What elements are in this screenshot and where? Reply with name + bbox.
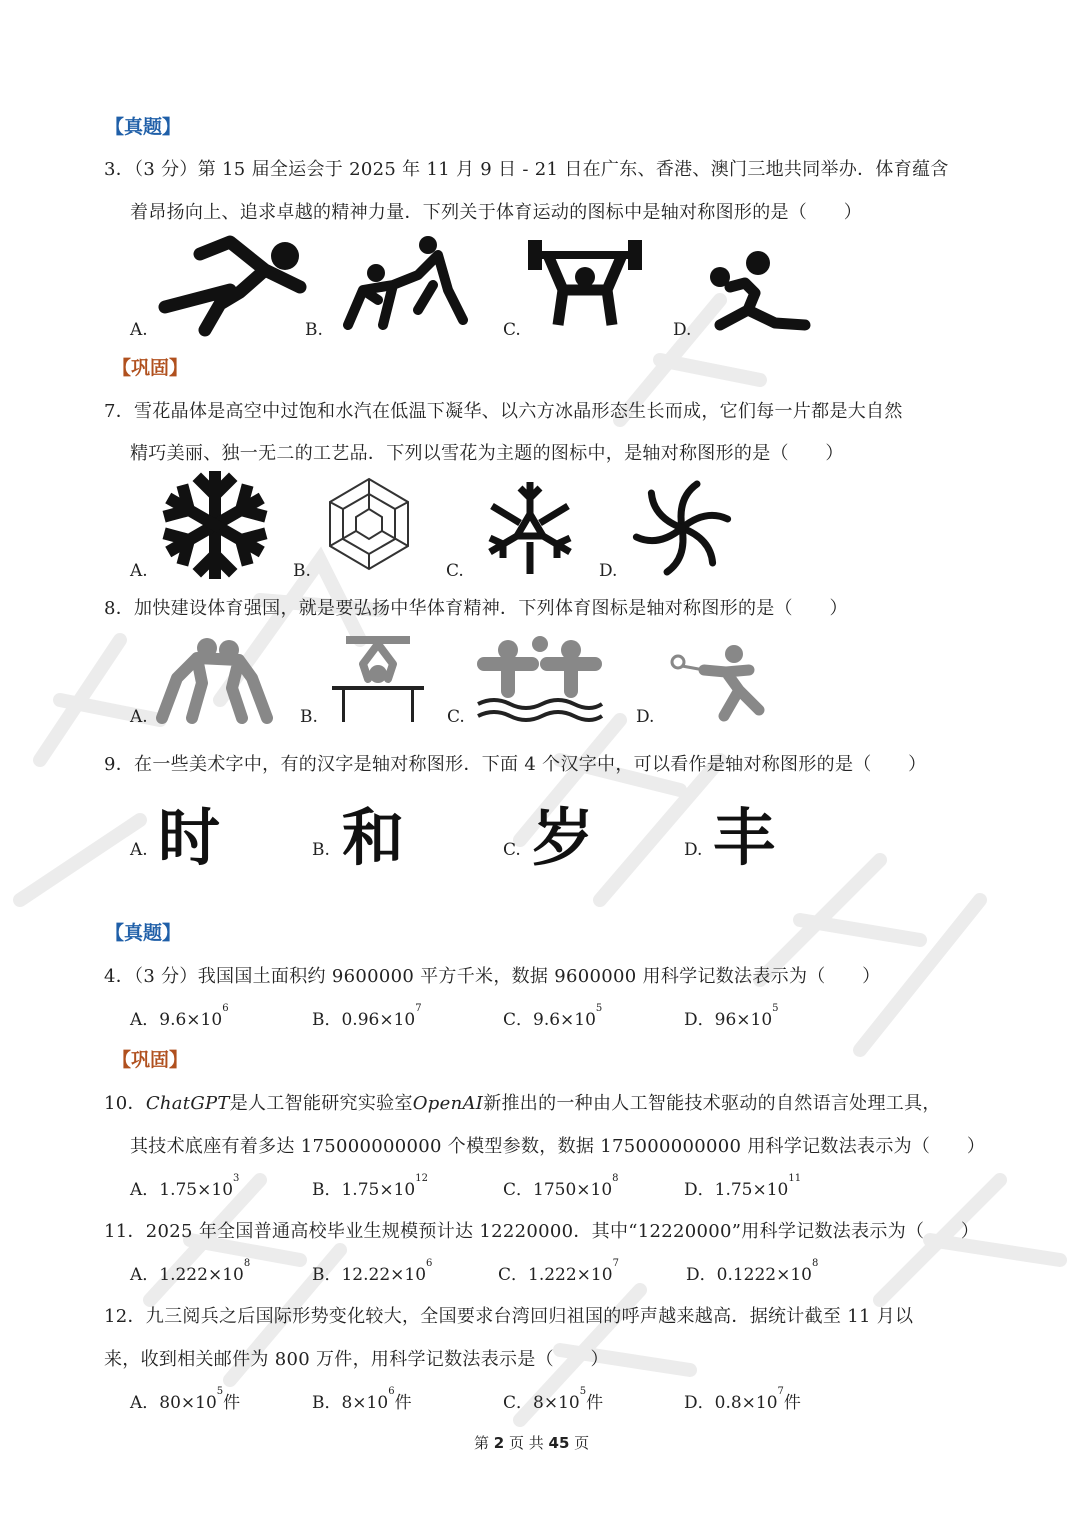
q8-option-b-label: B. <box>300 707 318 727</box>
wrestling-icon <box>157 638 272 723</box>
badminton-icon <box>664 640 779 720</box>
q3-text-line1: 3．（3 分）第 15 届全运会于 2025 年 11 月 9 日 - 21 日在广东、香港、澳门三地共同举办．体育蕴含 <box>104 159 949 180</box>
art-char-he: 和 <box>342 801 405 874</box>
q3-text-line2: 着昂扬向上、追求卓越的精神力量．下列关于体育运动的图标中是轴对称图形的是（ ） <box>130 202 862 223</box>
q8-option-a-label: A. <box>130 707 148 727</box>
snowflake-b-icon <box>322 474 422 574</box>
section-tag-zhenti-2: 【真题】 <box>105 922 182 944</box>
q3-option-a-label: A. <box>130 320 148 340</box>
art-char-feng: 丰 <box>713 801 776 874</box>
q3-option-c-label: C. <box>503 320 521 340</box>
snowflake-a-icon <box>160 470 270 580</box>
q7-text-line2: 精巧美丽、独一无二的工艺品．下列以雪花为主题的图标中，是轴对称图形的是（ ） <box>130 443 844 464</box>
snowflake-c-icon <box>476 478 586 578</box>
q10-option-c: C．$1750\times 10^8$ <box>503 1173 619 1200</box>
section-tag-gonggu-2: 【巩固】 <box>112 1049 189 1071</box>
q9-text-line1: 9．在一些美术字中，有的汉字是轴对称图形．下面 4 个汉字中，可以看作是轴对称图形的是（ ） <box>104 754 927 775</box>
q10-text-line2: 其技术底座有着多达 175000000000 个模型参数，数据 175000000000 用科学记数法表示为（ ） <box>130 1136 986 1157</box>
q8-option-d-label: D. <box>636 707 655 727</box>
q7-option-d-label: D. <box>599 561 618 581</box>
q4-option-a: A．$9.6\times 10^6$ <box>130 1003 229 1030</box>
q8-option-c-label: C. <box>447 707 465 727</box>
page-footer: 第 2 页 共 45 页 <box>474 1434 590 1452</box>
q4-option-b: B．$0.96\times 10^7$ <box>312 1003 422 1030</box>
q10-option-a: A．$1.75\times 10^3$ <box>130 1173 240 1200</box>
art-char-shi: 时 <box>158 801 221 874</box>
q7-option-b-label: B. <box>293 561 311 581</box>
q4-option-d: D．$96\times 10^5$ <box>684 1003 779 1030</box>
q8-text-line1: 8．加快建设体育强国，就是要弘扬中华体育精神．下列体育图标是轴对称图形的是（ ） <box>104 598 848 619</box>
q3-option-b-label: B. <box>305 320 323 340</box>
q7-text-line1: 7．雪花晶体是高空中过饱和水汽在低温下凝华、以六方冰晶形态生长而成，它们每一片都是大自然 <box>104 401 903 422</box>
q12-option-a: A．$80\times 10^5$件 <box>130 1386 241 1413</box>
q12-text-line2: 来，收到相关邮件为 800 万件，用科学记数法表示是（ ） <box>104 1349 609 1370</box>
wrestlers-icon <box>338 235 488 335</box>
q4-option-c: C．$9.6\times 10^5$ <box>503 1003 603 1030</box>
q9-option-a-label: A. <box>130 840 148 860</box>
section-tag-zhenti: 【真题】 <box>105 116 182 138</box>
handstand-icon <box>328 634 428 724</box>
runner-icon <box>160 232 310 332</box>
q3-option-d-label: D. <box>673 320 692 340</box>
q7-option-a-label: A. <box>130 561 148 581</box>
art-char-sui: 岁 <box>532 801 595 874</box>
q9-option-d-label: D. <box>684 840 703 860</box>
q12-option-c: C．$8\times 10^5$件 <box>503 1386 604 1413</box>
q7-option-c-label: C. <box>446 561 464 581</box>
q10-option-d: D．$1.75\times 10^{11}$ <box>684 1173 802 1200</box>
q10-option-b: B．$1.75\times 10^{12}$ <box>312 1173 428 1200</box>
weightlifter-icon <box>528 235 648 335</box>
q9-option-b-label: B. <box>312 840 330 860</box>
q11-option-c: C．$1.222\times 10^7$ <box>498 1258 619 1285</box>
q11-option-d: D．$0.1222\times 10^8$ <box>686 1258 819 1285</box>
snowflake-d-icon <box>628 478 738 578</box>
q9-option-c-label: C. <box>503 840 521 860</box>
q10-text-line1: 10．ChatGPT是人工智能研究实验室OpenAI新推出的一种由人工智能技术驱动的自然语言处理工具， <box>104 1093 941 1114</box>
water-polo-icon <box>474 636 604 726</box>
q11-option-b: B．$12.22\times 10^6$ <box>312 1258 433 1285</box>
section-tag-gonggu: 【巩固】 <box>112 357 189 379</box>
q12-option-d: D．$0.8\times 10^7$件 <box>684 1386 801 1413</box>
q11-text-line1: 11．2025 年全国普通高校毕业生规模预计达 12220000．其中“12220000”用科学记数法表示为（ ） <box>104 1221 980 1242</box>
q11-option-a: A．$1.222\times 10^8$ <box>130 1258 251 1285</box>
thrower-icon <box>700 235 810 335</box>
q12-option-b: B．$8\times 10^6$件 <box>312 1386 412 1413</box>
q12-text-line1: 12．九三阅兵之后国际形势变化较大，全国要求台湾回归祖国的呼声越来越高．据统计截至 11 月以 <box>104 1306 914 1327</box>
q4-text-line1: 4．（3 分）我国国土面积约 9600000 平方千米，数据 9600000 用科学记数法表示为（ ） <box>104 966 881 987</box>
